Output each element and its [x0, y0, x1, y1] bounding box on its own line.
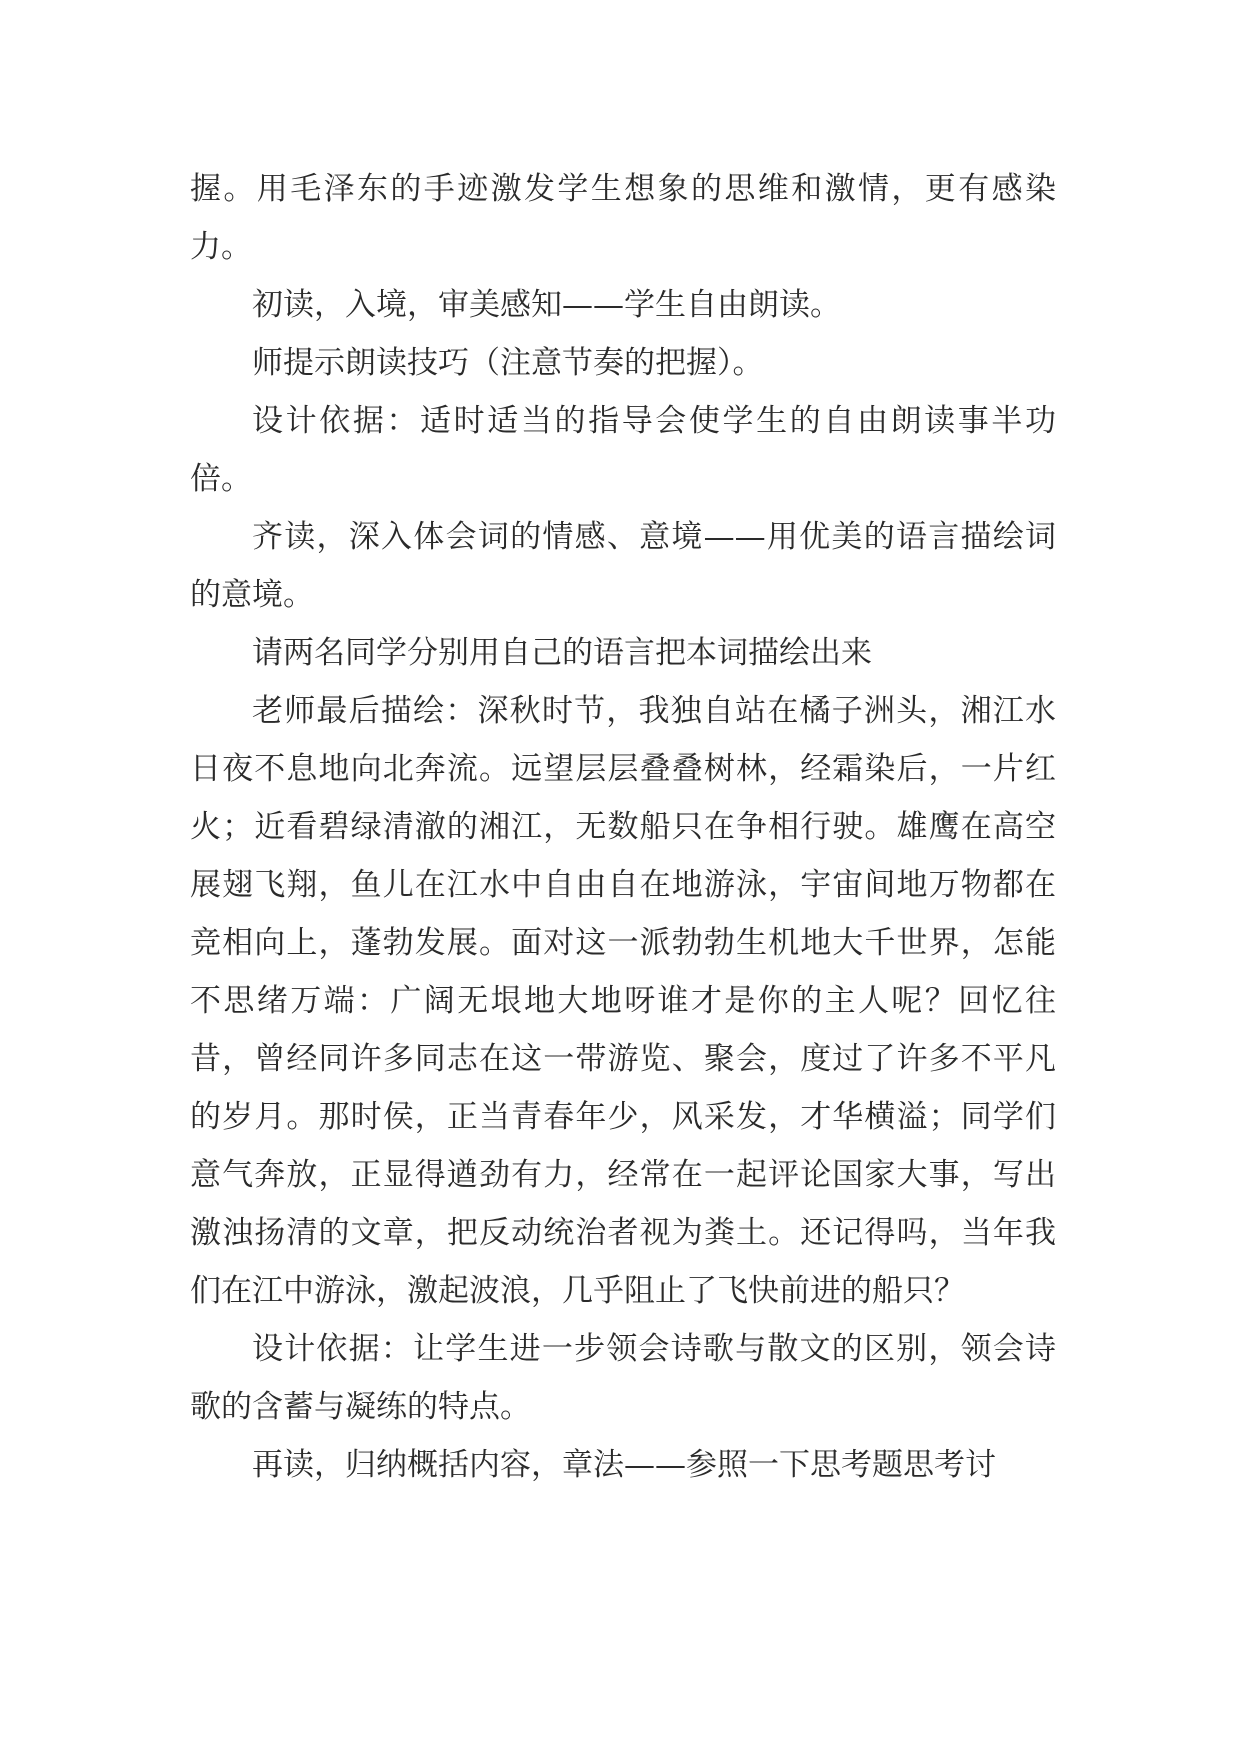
- paragraph-first-reading: 初读，入境，审美感知——学生自由朗读。: [252, 287, 841, 323]
- paragraph-continuation: 握。用毛泽东的手迹激发学生想象的思维和激情，更有感染力。: [190, 171, 1056, 265]
- paragraph-teacher-description: 老师最后描绘：深秋时节，我独自站在橘子洲头，湘江水日夜不息地向北奔流。远望层层叠叠树林，经霜染后，一片红火；近看碧绿清澈的湘江，无数船只在争相行驶。雄鹰在高空展翅飞翔，鱼儿在江水中自由自在地游泳，宇宙间地万物都在竞相向上，蓬勃发展。面对这一派勃勃生机地大千世界，怎能不思绪万端：广阔无垠地大地呀谁才是你的主人呢？回忆往昔，曾经同许多同志在这一带游览、聚会，度过了许多不平凡的岁月。那时侯，正当青春年少，风采发，才华横溢；同学们意气奔放，正显得遒劲有力，经常在一起评论国家大事，写出激浊扬清的文章，把反动统治者视为粪土。还记得吗，当年我们在江中游泳，激起波浪，几乎阻止了飞快前进的船只？: [190, 693, 1056, 1309]
- paragraph-design-basis-1: 设计依据：适时适当的指导会使学生的自由朗读事半功倍。: [190, 403, 1056, 497]
- paragraph-reread: 再读，归纳概括内容，章法——参照一下思考题思考讨: [252, 1447, 996, 1483]
- paragraph-reading-tips: 师提示朗读技巧（注意节奏的把握）。: [252, 345, 764, 381]
- document-body: [190, 160, 1056, 1494]
- paragraph-student-description: 请两名同学分别用自己的语言把本词描绘出来: [252, 635, 872, 671]
- paragraph-design-basis-2: 设计依据：让学生进一步领会诗歌与散文的区别，领会诗歌的含蓄与凝练的特点。: [190, 1331, 1056, 1425]
- paragraph-group-reading: 齐读，深入体会词的情感、意境——用优美的语言描绘词的意境。: [190, 519, 1056, 613]
